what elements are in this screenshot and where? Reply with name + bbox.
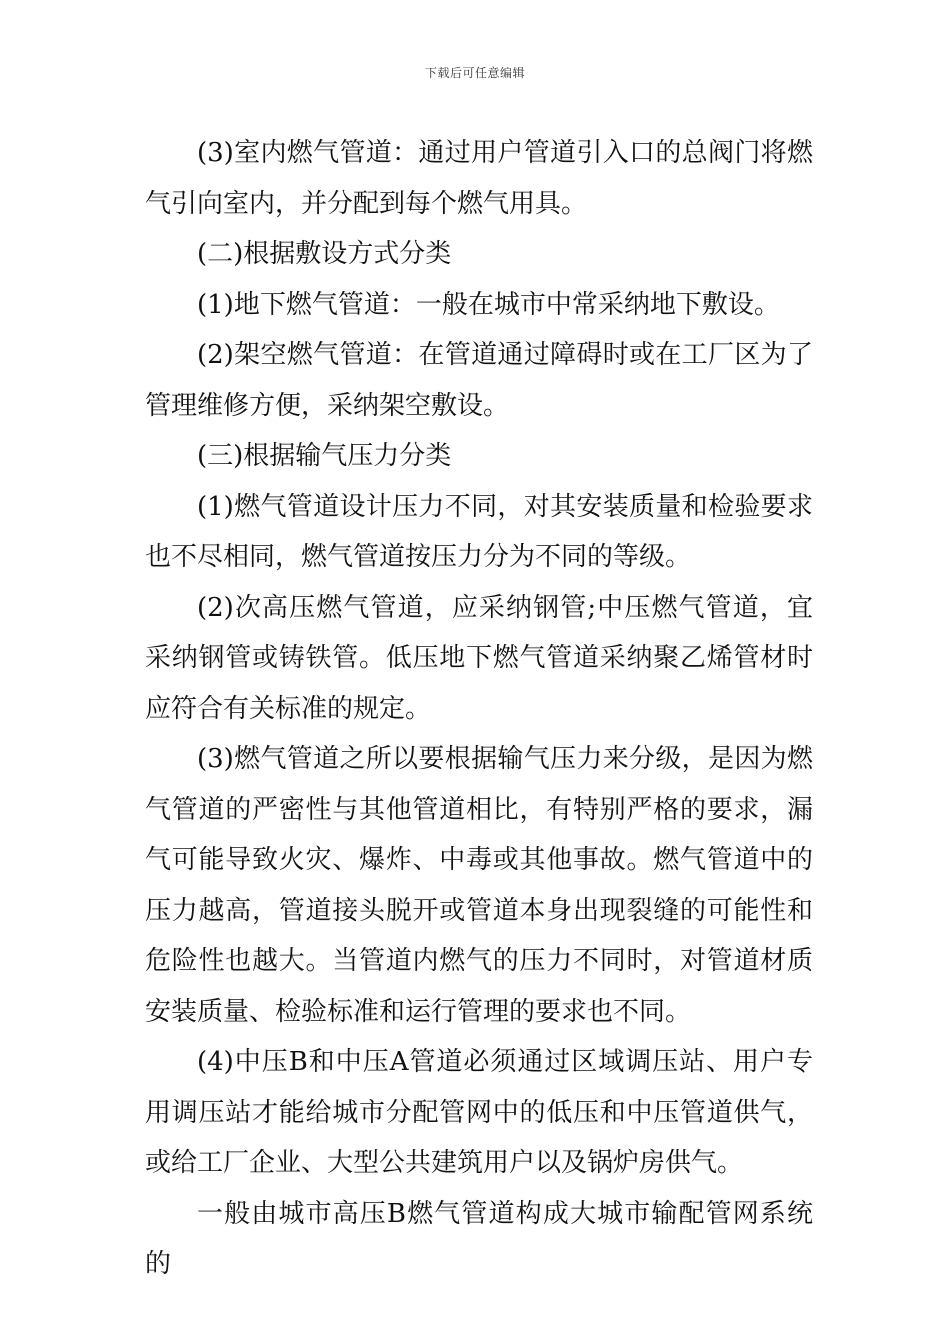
heading-by-laying-method: (二)根据敷设方式分类 (197, 239, 452, 269)
paragraph-pipe-materials: (2)次高压燃气管道，应采纳钢管;中压燃气管道，宜采纳钢管或铸铁管。低压地下燃气管道采纳聚乙烯管材时应符合有关标准的规定。 (145, 592, 813, 724)
paragraph-pressure-levels: (1)燃气管道设计压力不同，对其安装质量和检验要求也不尽相同，燃气管道按压力分为不同的等级。 (145, 491, 813, 572)
paragraph-pressure-reason: (3)燃气管道之所以要根据输气压力来分级，是因为燃气管道的严密性与其他管道相比，有特别严格的要求，漏气可能导致火灾、爆炸、中毒或其他事故。燃气管道中的压力越高，管道接头脱开或管道本身出现裂缝的可能性和危险性也越大。当管道内燃气的压力不同时，对管道材质安装质量、检验标准和运行管理的要求也不同。 (145, 744, 813, 1027)
paragraph-high-pressure-network: 一般由城市高压B燃气管道构成大城市输配管网系统的 (145, 1198, 813, 1279)
paragraph-indoor-pipe: (3)室内燃气管道：通过用户管道引入口的总阀门将燃气引向室内，并分配到每个燃气用具。 (145, 138, 813, 219)
heading-by-pressure: (三)根据输气压力分类 (197, 441, 452, 471)
page-header: 下载后可任意编辑 (424, 66, 525, 80)
paragraph-overhead-pipe: (2)架空燃气管道：在管道通过障碍时或在工厂区为了管理维修方便，采纳架空敷设。 (145, 340, 813, 421)
paragraph-regulator-stations: (4)中压B和中压A管道必须通过区域调压站、用户专用调压站才能给城市分配管网中的低压和中压管道供气，或给工厂企业、大型公共建筑用户以及锅炉房供气。 (145, 1047, 813, 1178)
document-body (145, 128, 813, 1290)
paragraph-underground-pipe: (1)地下燃气管道：一般在城市中常采纳地下敷设。 (197, 289, 780, 320)
